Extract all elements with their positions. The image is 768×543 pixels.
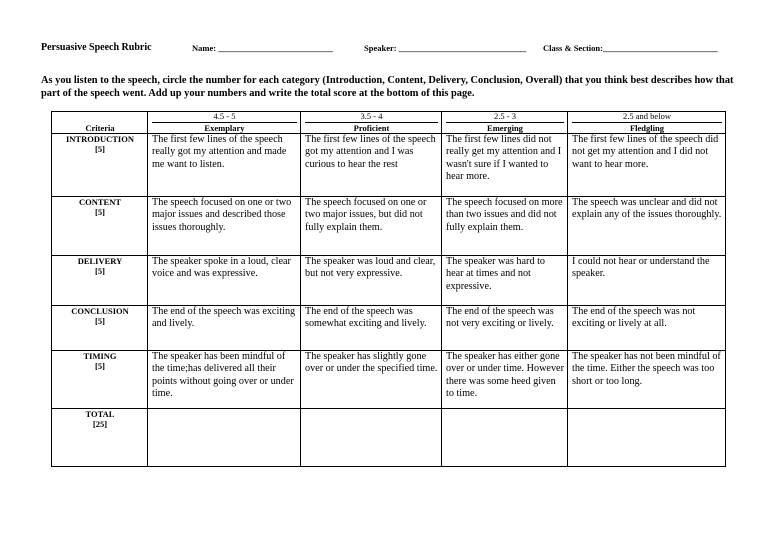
rubric-cell[interactable]: The speech was unclear and did not explain any of the issues thoroughly. [568, 196, 726, 255]
rubric-cell[interactable]: The speech focused on more than two issues and did not fully explain them. [442, 196, 568, 255]
instructions: As you listen to the speech, circle the number for each category (Introduction, Content, Delivery, Conclusion, Overall) that you think best describes how that part of the speech went. Add up your numbers and write the total score at the bottom of this page. [41, 75, 734, 99]
page-title: Persuasive Speech Rubric [41, 42, 152, 53]
criterion-points: [5] [95, 360, 105, 371]
criterion-cell [52, 133, 148, 196]
score-range: 3.5 - 4 [305, 112, 438, 123]
table-row [52, 196, 726, 255]
criterion-points: [25] [92, 418, 108, 429]
table-row-total [52, 408, 726, 466]
criterion-cell [52, 305, 148, 350]
criterion-cell [52, 408, 148, 466]
criterion-name: INTRODUCTION [65, 133, 134, 144]
class-section-field[interactable]: Class & Section:___________________________ [543, 43, 718, 53]
criterion-cell [52, 350, 148, 408]
score-range: 4.5 - 5 [152, 112, 297, 123]
criterion-name: DELIVERY [77, 255, 123, 266]
rubric-cell[interactable]: The first few lines did not really get my attention and I wasn't sure if I wanted to hear more. [442, 133, 568, 196]
criterion-points: [5] [95, 143, 105, 154]
table-row [52, 350, 726, 408]
total-score-cell[interactable] [148, 408, 301, 466]
speaker-field[interactable]: Speaker: ______________________________ [364, 43, 527, 53]
score-range: 2.5 - 3 [446, 112, 564, 123]
total-score-cell[interactable] [301, 408, 442, 466]
level-name: Exemplary [204, 122, 245, 133]
criterion-name: TIMING [83, 350, 117, 361]
rubric-cell[interactable]: The end of the speech was not exciting or lively at all. [568, 305, 726, 350]
level-header-proficient [301, 112, 442, 134]
rubric-cell[interactable]: The end of the speech was exciting and lively. [148, 305, 301, 350]
table-row [52, 133, 726, 196]
criterion-name: CONTENT [78, 196, 122, 207]
criterion-cell [52, 255, 148, 305]
level-name: Fledgling [629, 122, 664, 133]
rubric-cell[interactable]: The speaker was hard to hear at times and not expressive. [442, 255, 568, 305]
rubric-cell[interactable]: The speaker has either gone over or under time. However there was some heed given to time. [442, 350, 568, 408]
table-row [52, 255, 726, 305]
rubric-cell[interactable]: The speech focused on one or two major issues, but did not fully explain them. [301, 196, 442, 255]
name-field[interactable]: Name: ___________________________ [192, 43, 333, 53]
level-header-exemplary [148, 112, 301, 134]
criterion-name: TOTAL [85, 408, 115, 419]
rubric-cell[interactable]: The first few lines of the speech got my attention and I was curious to hear the rest [301, 133, 442, 196]
rubric-cell[interactable]: The speaker spoke in a loud, clear voice and was expressive. [148, 255, 301, 305]
criterion-points: [5] [95, 315, 105, 326]
total-score-cell[interactable] [442, 408, 568, 466]
score-range: 2.5 and below [572, 112, 722, 123]
level-name: Proficient [353, 122, 390, 133]
rubric-cell[interactable]: The first few lines of the speech did not get my attention and I did not want to hear more. [568, 133, 726, 196]
rubric-cell[interactable]: The end of the speech was not very exciting or lively. [442, 305, 568, 350]
rubric-cell[interactable]: The speaker has not been mindful of the time. Either the speech was too short or too long. [568, 350, 726, 408]
criterion-points: [5] [95, 206, 105, 217]
rubric-cell[interactable]: I could not hear or understand the speaker. [568, 255, 726, 305]
rubric-cell[interactable]: The speaker was loud and clear, but not very expressive. [301, 255, 442, 305]
rubric-cell[interactable]: The speech focused on one or two major issues and described those issues thoroughly. [148, 196, 301, 255]
rubric-table [51, 111, 726, 467]
table-row [52, 305, 726, 350]
criterion-points: [5] [95, 265, 105, 276]
rubric-cell[interactable]: The speaker has slightly gone over or under the specified time. [301, 350, 442, 408]
total-score-cell[interactable] [568, 408, 726, 466]
rubric-cell[interactable]: The speaker has been mindful of the time;has delivered all their points without going over or under time. [148, 350, 301, 408]
criterion-cell [52, 196, 148, 255]
level-header-emerging [442, 112, 568, 134]
level-header-fledgling [568, 112, 726, 134]
level-name: Emerging [487, 122, 523, 133]
rubric-cell[interactable]: The end of the speech was somewhat exciting and lively. [301, 305, 442, 350]
rubric-cell[interactable]: The first few lines of the speech really got my attention and made me want to listen. [148, 133, 301, 196]
criteria-header: Criteria [52, 112, 148, 134]
criterion-name: CONCLUSION [71, 305, 129, 316]
